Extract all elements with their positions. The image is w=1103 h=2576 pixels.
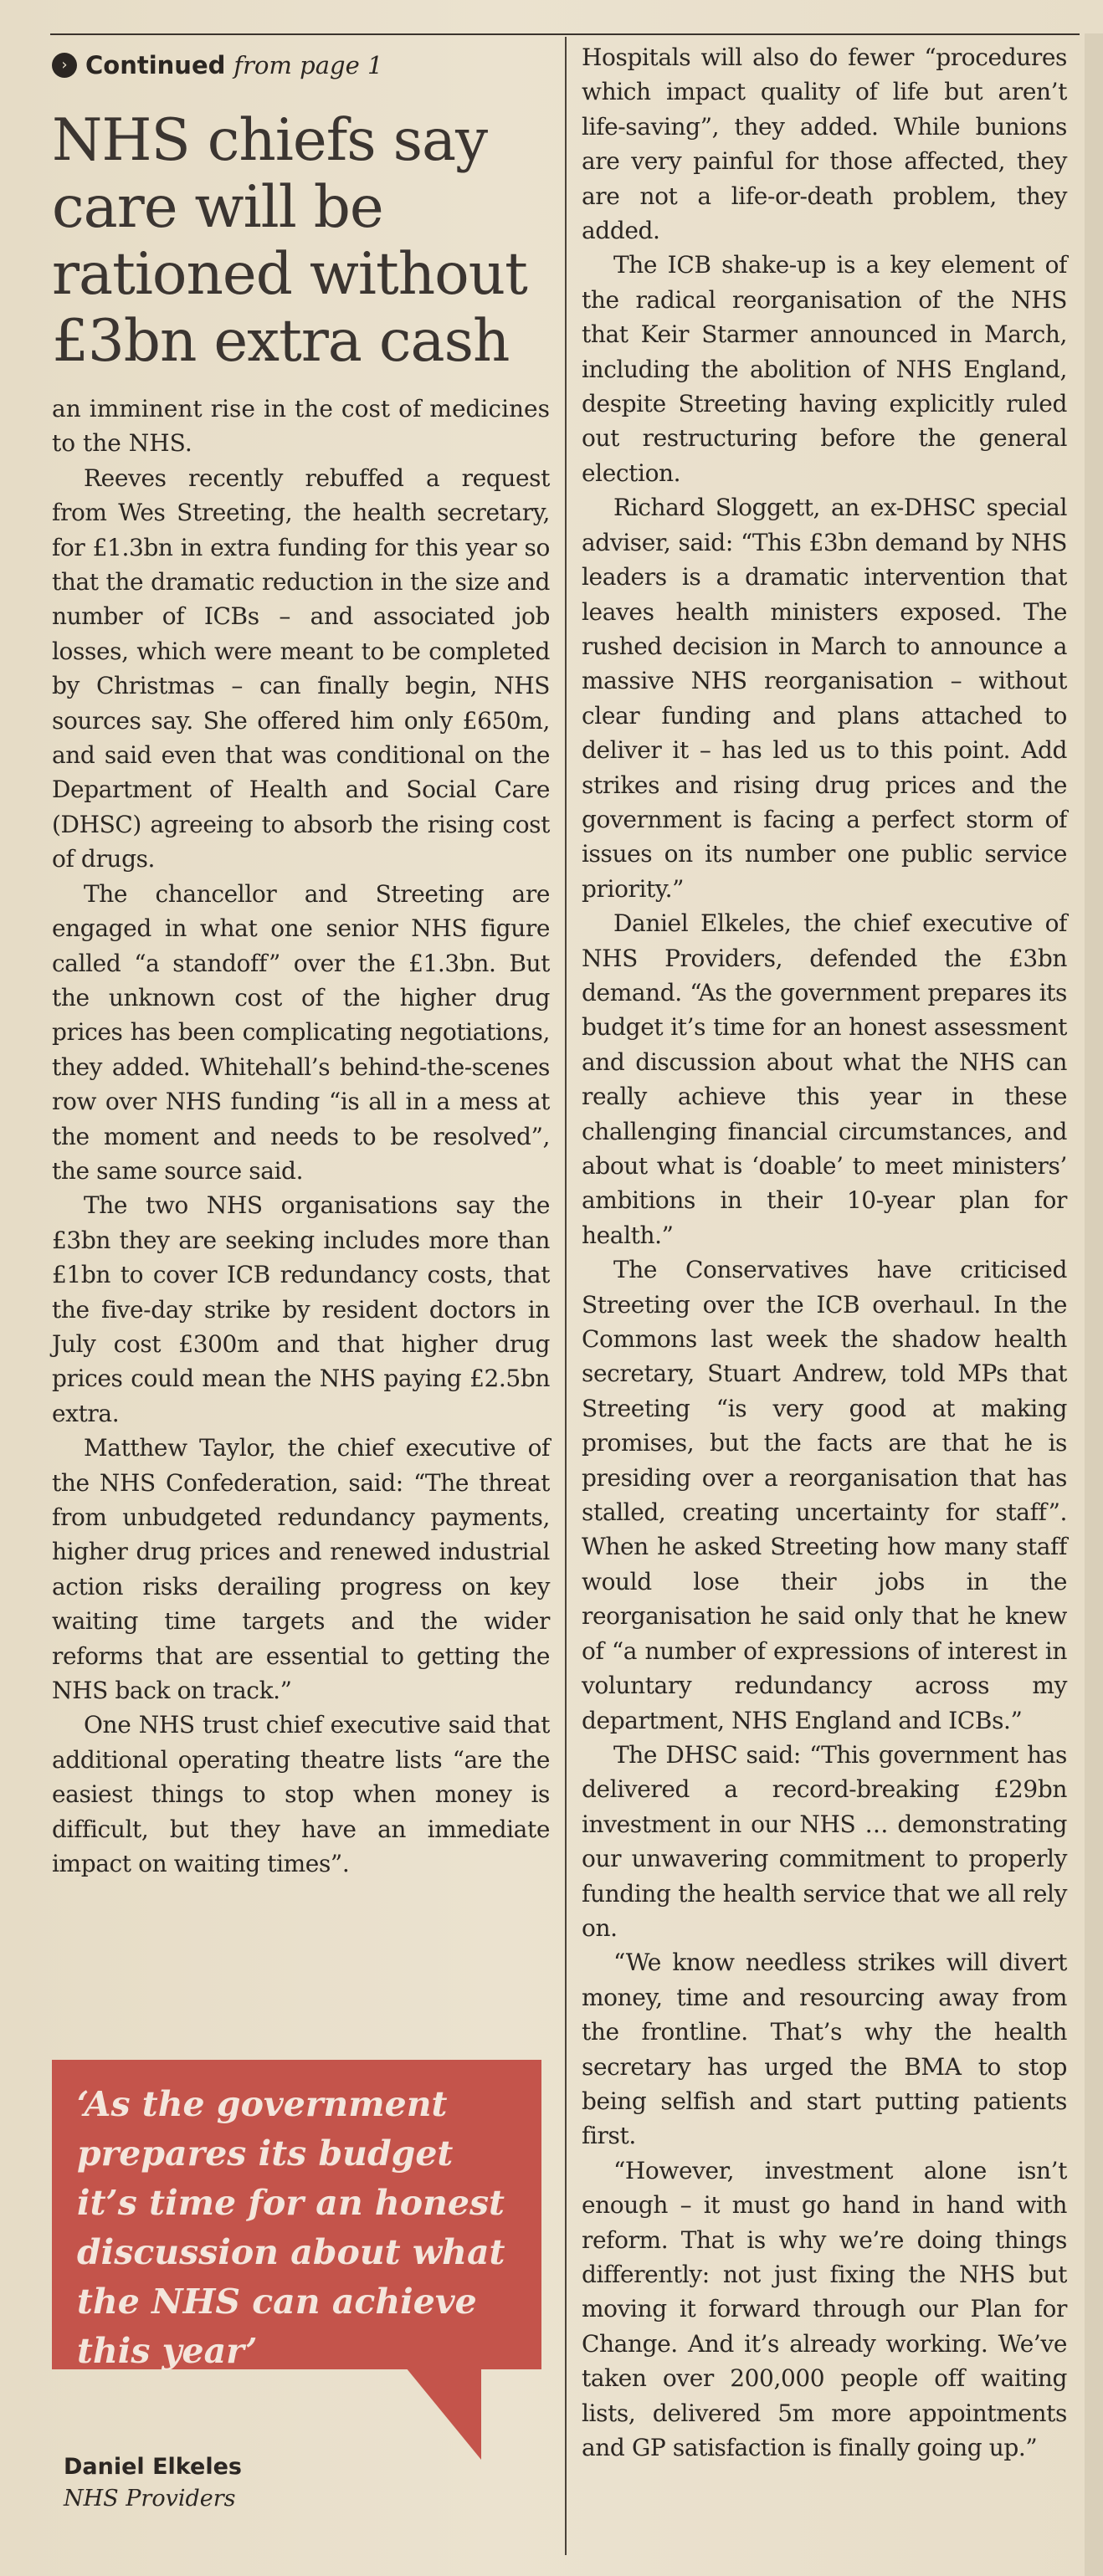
left-column: [52, 40, 550, 1881]
from-page-label: from page 1: [233, 51, 383, 79]
pull-quote-attribution: [64, 2451, 398, 2515]
right-body: [582, 40, 1067, 2465]
continued-label: Continued: [85, 51, 226, 79]
column-divider: [565, 37, 567, 2555]
paragraph: Richard Sloggett, an ex-DHSC special adviser, said: “This £3bn demand by NHS leaders is a dramatic intervention that leaves health ministers exposed. The rushed decision in March to announce a massive NHS reorganisation – without clear funding and plans attached to deliver it – has led us to this point. Add strikes and rising drug prices and the government is facing a perfect storm of issues on its number one public service priority.”: [582, 494, 1067, 903]
pull-quote-organisation: NHS Providers: [64, 2486, 236, 2512]
top-rule: [50, 33, 1080, 35]
pull-quote-name: Daniel Elkeles: [64, 2454, 242, 2480]
paragraph: “We know needless strikes will divert money, time and resourcing away from the frontline. That’s why the health secretary has urged the BMA to stop being selfish and start putting patients first.: [582, 1949, 1067, 2150]
arrow-icon: ›: [52, 53, 77, 78]
paragraph: Reeves recently rebuffed a request from Wes Streeting, the health secretary, for £1.3bn in extra funding for this year so that the dramatic reduction in the size and number of ICBs – and associated job losses, which were meant to be completed by Christmas – can finally begin, NHS sources say. She offered him only £650m, and said even that was conditional on the Department of Health and Social Care (DHSC) agreeing to absorb the rising cost of drugs.: [52, 463, 550, 873]
paragraph: Daniel Elkeles, the chief executive of NHS Providers, defended the £3bn demand. “As the government prepares its budget it’s time for an honest assessment and discussion about what the NHS can really achieve this year in these challenging financial circumstances, and about what is ‘doable’ to meet ministers’ ambitions in their 10-year plan for health.”: [582, 909, 1067, 1249]
paragraph: One NHS trust chief executive said that additional operating theatre lists “are the easiest things to stop when money is difficult, but they have an immediate impact on waiting times”.: [52, 1711, 550, 1878]
adjacent-page-edge: [1085, 33, 1103, 2576]
headline: NHS chiefs say care will be rationed without £3bn extra cash: [52, 107, 527, 375]
paragraph: The ICB shake-up is a key element of the radical reorganisation of the NHS that Keir Starmer announced in March, including the abolition of NHS England, despite Streeting having explicitly ruled out restructuring before the general election.: [582, 251, 1067, 487]
pull-quote-text: ‘As the government prepares its budget it’s time for an honest discussion about what the NHS can achieve this year’: [77, 2084, 505, 2371]
paragraph: The two NHS organisations say the £3bn they are seeking includes more than £1bn to cover ICB redundancy costs, that the five-day strike by resident doctors in July cost £300m and that higher drug prices could mean the NHS paying £2.5bn extra.: [52, 1191, 550, 1427]
paragraph: “However, investment alone isn’t enough – it must go hand in hand with reform. That is why we’re doing things differently: not just fixing the NHS but moving it forward through our Plan for Change. And it’s already working. We’ve taken over 200,000 people off waiting lists, delivered 5m more appointments and GP satisfaction is finally going up.”: [582, 2156, 1067, 2462]
paragraph: The DHSC said: “This government has delivered a record-breaking £29bn investment in our NHS … demonstrating our unwavering commitment to properly funding the health service that we all rely on.: [582, 1740, 1067, 1942]
pull-quote-box: [52, 2060, 541, 2369]
right-column: [582, 40, 1067, 2465]
paragraph: Hospitals will also do fewer “procedures which impact quality of life but aren’t life-saving”, they added. While bunions are very painful for those affected, they are not a life-or-death problem, they added.: [582, 44, 1067, 245]
pull-quote-tail: [406, 2368, 481, 2460]
paragraph: The Conservatives have criticised Streeting over the ICB overhaul. In the Commons last week the shadow health secretary, Stuart Andrew, told MPs that Streeting “is very good at making promises, but the facts are that he is presiding over a reorganisation that has stalled, creating uncertainty for staff”. When he asked Streeting how many staff would lose their jobs in the reorganisation he said only that he knew of “a number of expressions of interest in voluntary redundancy across my department, NHS England and ICBs.”: [582, 1256, 1067, 1734]
paragraph: an imminent rise in the cost of medicines to the NHS.: [52, 395, 550, 458]
paragraph: Matthew Taylor, the chief executive of the NHS Confederation, said: “The threat from unbudgeted redundancy payments, higher drug prices and renewed industrial action risks derailing progress on key waiting time targets and the wider reforms that are essential to getting the NHS back on track.”: [52, 1434, 550, 1705]
continued-line: [52, 40, 550, 90]
paragraph: The chancellor and Streeting are engaged in what one senior NHS figure called “a standoff” over the £1.3bn. But the unknown cost of the higher drug prices has been complicating negotiations, they added. Whitehall’s behind-the-scenes row over NHS funding “is all in a mess at the moment and needs to be resolved”, the same source said.: [52, 879, 550, 1185]
left-body: [52, 392, 550, 1881]
